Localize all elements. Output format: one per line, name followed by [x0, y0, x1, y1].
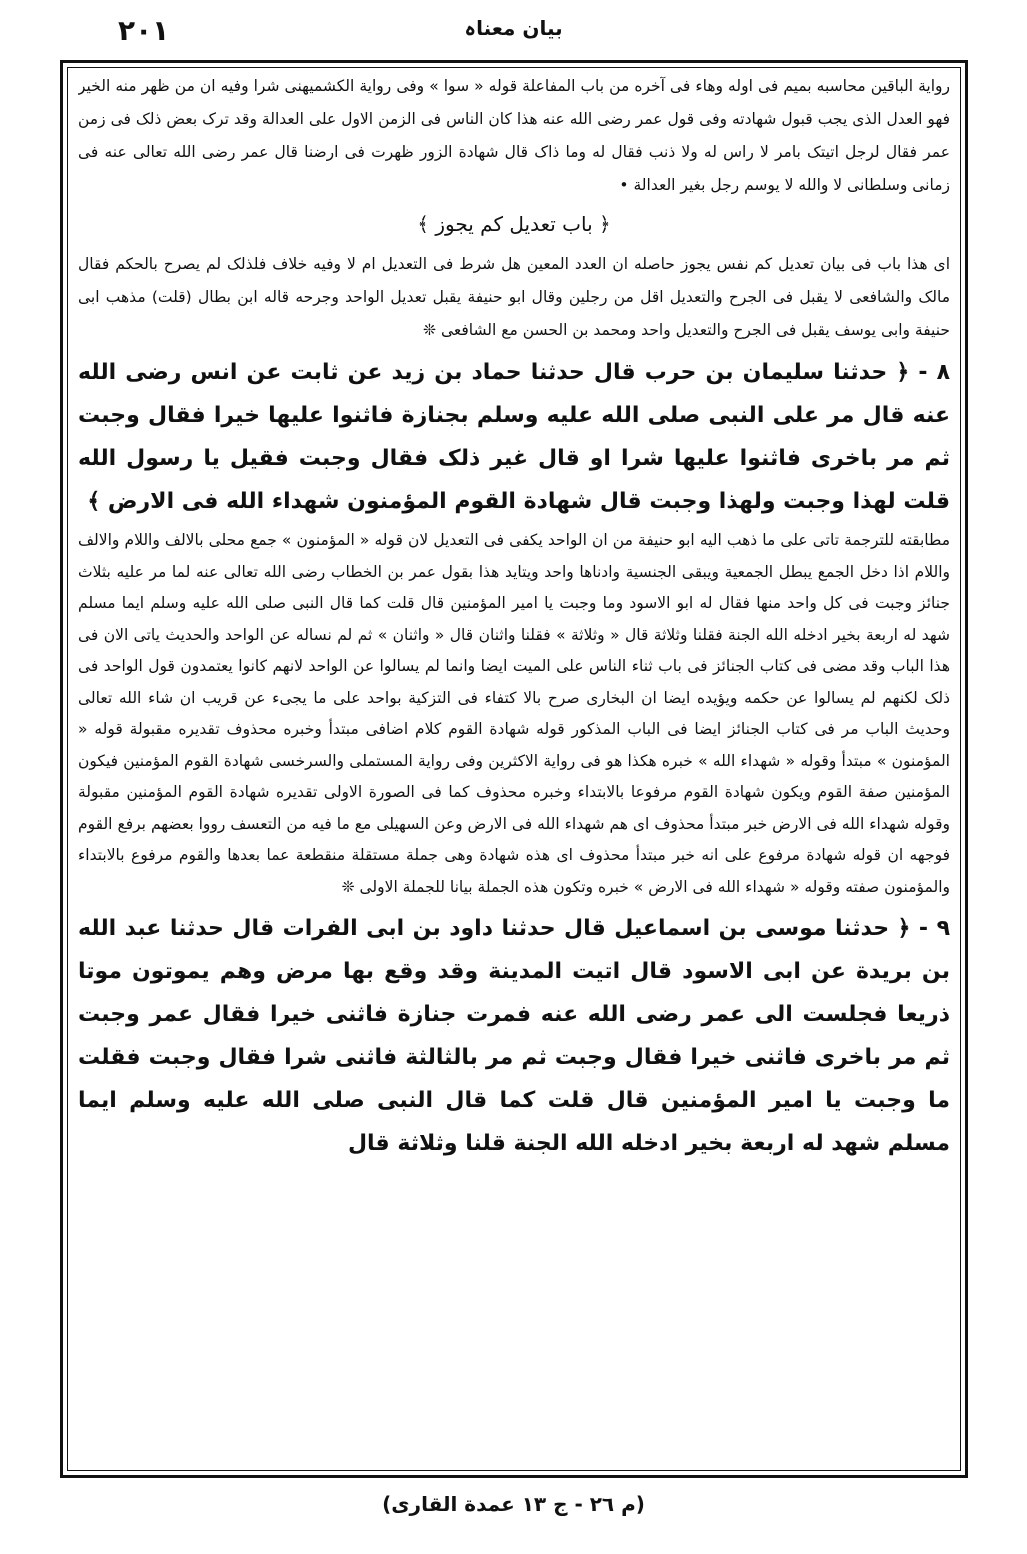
commentary-paragraph-2: ای هذا باب فی بیان تعدیل کم نفس یجوز حاصله ان العدد المعین هل شرط فی التعدیل ام لا وفیه خلاف فلذلک لم یصرح بالحکم فقال مالک والشافعی لا یقبل فی الجرح والتعدیل اقل من رجلین وقال ابو حنیفة یقبل تعدیل الواحد وجرحه قاله ابن بطال (قلت) مذهب ابی حنیفة وابی یوسف یقبل فی الجرح والتعدیل واحد ومحمد بن الحسن مع الشافعی ❊	[78, 255, 950, 339]
page-number: ٢٠١	[118, 14, 170, 47]
page-footer-reference: (م ٢٦ - ج ١٣ عمدة القاری)	[382, 1492, 645, 1516]
page-body	[78, 70, 950, 1470]
commentary-paragraph-3: مطابقته للترجمة تاتی علی ما ذهب الیه ابو حنیفة من ان الواحد یکفی فی التعدیل لان قوله « المؤمنون » جمع محلی بالالف واللام والالف واللام اذا دخل الجمع یبطل الجمعیة ویبقی الجنسیة وادناها واحد ویتاید هذا بقول عمر بن الخطاب رضی الله تعالی عنه لما مر علیه بثلاث جنائز وجبت فی کل واحد منها فقال له ابو الاسود وما وجبت یا امیر المؤمنین قال قلت کما قال النبی صلی الله علیه وسلم ایما مسلم شهد له اربعة بخیر ادخله الله الجنة فقلنا وثلاثة قال « وثلاثة » فقلنا واثنان قال « واثنان » ثم لم نساله عن الواحد والحدیث یاتی الان فی هذا الباب وقد مضی فی کتاب الجنائز فی باب ثناء الناس علی المیت ایضا وانما لم یسالوا عن الواحد لانهم کانوا یعتمدون قول الواحد فی ذلک لکنهم لم یسالوا عن حکمه ویؤیده ایضا ان البخاری صرح بالا کتفاء فی التزکیة بواحد علی ما یجیء عن قریب ان شاء الله تعالی وحدیث الباب مر فی کتاب الجنائز ایضا فی الباب المذکور قوله شهادة القوم کلام اضافی مبتدأ وخبره محذوف تقدیره مقبولة قوله « المؤمنون » مبتدأ وقوله « شهداء الله » خبره هکذا هو فی روایة الاکثرین وفی روایة المستملی والسرخسی شهادة القوم المؤمنین فیکون المؤمنین صفة القوم ویکون شهادة القوم مرفوعا بالابتداء وخبره محذوف کما فی الصورة الاولی تقدیره شهادة القوم المؤمنین مقبولة وقوله شهداء الله فی الارض خبر مبتدأ محذوف ای هم شهداء الله فی الارض وعن السهیلی مع ما فیه من التعسف رووا بعضهم برفع القوم فوجهه ان قوله شهادة مرفوع علی انه خبر مبتدأ محذوف ای هذه شهادة وهی جملة مستقلة منقطعة عما بعدها والقوم مرفوع بالابتداء والمؤمنون صفته وقوله « شهداء الله فی الارض » خبره وتکون هذه الجملة بیانا للجملة الاولی ❊	[78, 531, 950, 896]
running-header-title: بیان معناہ	[464, 16, 563, 40]
commentary-paragraph-1: روایة الباقین محاسبه بمیم فی اوله وهاء فی آخره من باب المفاعلة قوله « سوا » وفی روایة الکشمیهنی شرا وفیه ان من ظهر منه الخیر فهو العدل الذی یجب قبول شهادته وفی قول عمر رضی الله عنه هذا کان الناس فی الزمن الاول علی العدالة وقد ترک بعض ذلک فی زمن عمر فقال لرجل اتیتک بامر لا راس له ولا ذنب فقال له وما ذاک قال شهادة الزور ظهرت فی ارضنا قال عمر رضی الله تعالی عنه فی زمانی وسلطانی لا والله لا یوسم رجل بغیر العدالة •	[78, 77, 950, 194]
hadith-text-8: ٨ - ﴿ حدثنا سلیمان بن حرب قال حدثنا حماد بن زید عن ثابت عن انس رضی الله عنه قال مر علی النبی صلی الله علیه وسلم بجنازة فاثنوا علیها خیرا فقال وجبت ثم مر باخری فاثنوا علیها شرا او قال غیر ذلک فقال وجبت فقیل یا رسول الله قلت لهذا وجبت ولهذا وجبت قال شهادة القوم المؤمنون شهداء الله فی الارض ﴾	[78, 360, 950, 514]
chapter-heading: ﴿ باب تعدیل کم یجوز ﴾	[417, 212, 611, 236]
hadith-text-9: ٩ - ﴿ حدثنا موسی بن اسماعیل قال حدثنا داود بن ابی الفرات قال حدثنا عبد الله بن بریدة عن ابی الاسود قال اتیت المدینة وقد وقع بها مرض وهم یموتون موتا ذریعا فجلست الی عمر رضی الله عنه فمرت جنازة فاثنی خیرا فقال عمر وجبت ثم مر باخری فاثنی خیرا فقال وجبت ثم مر بالثالثة فاثنی شرا فقال وجبت فقلت ما وجبت یا امیر المؤمنین قال قلت کما قال النبی صلی الله علیه وسلم ایما مسلم شهد له اربعة بخیر ادخله الله الجنة قلنا وثلاثة قال	[78, 916, 950, 1156]
